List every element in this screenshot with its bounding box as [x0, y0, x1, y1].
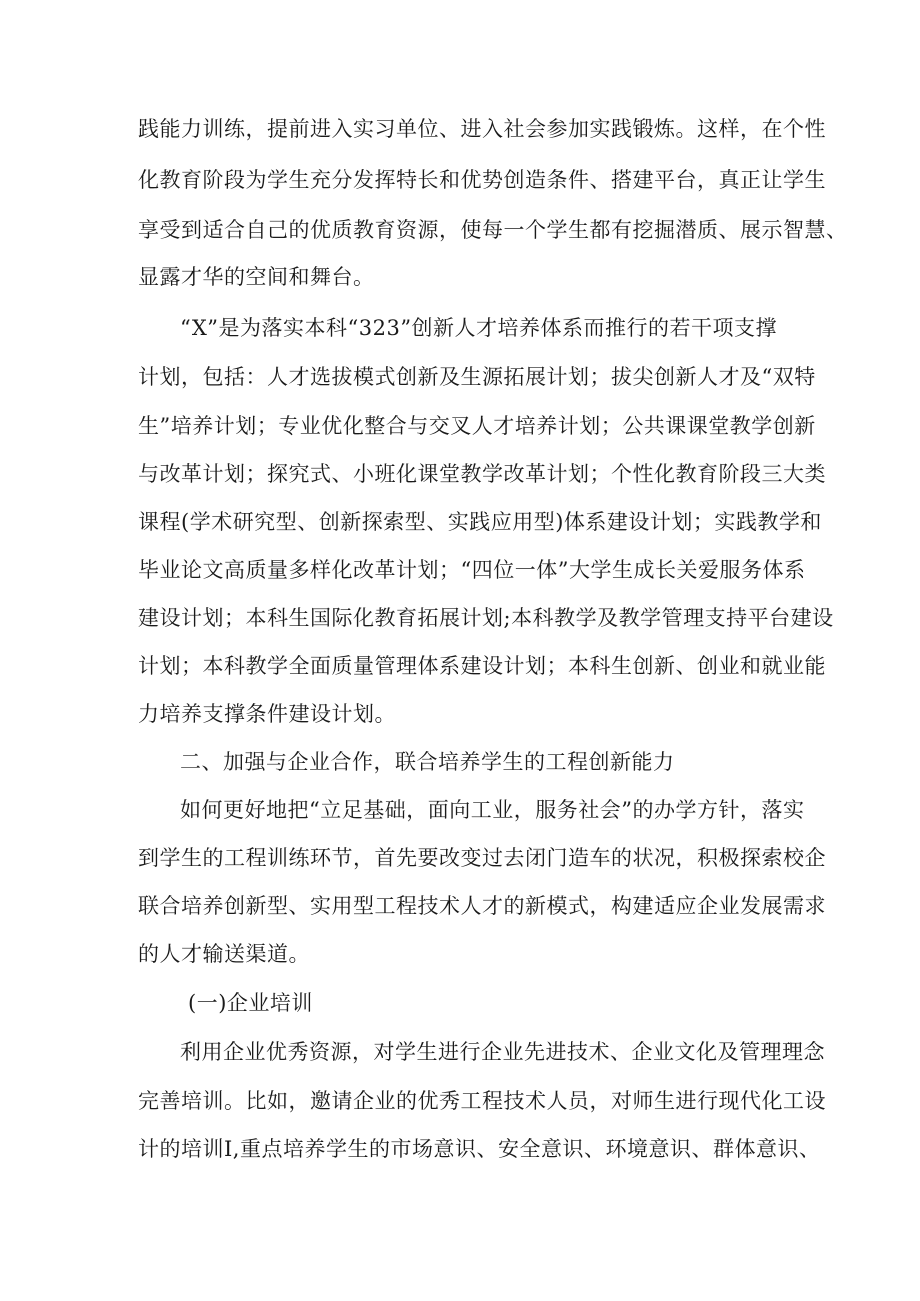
paragraph-line: “X”是为落实本科“323”创新人才培养体系而推行的若干项支撑: [180, 316, 778, 340]
paragraph-line: 计划；本科教学全面质量管理体系建设计划；本科生创新、创业和就业能: [138, 654, 826, 678]
subsection-heading: (一)企业培训: [188, 991, 313, 1015]
paragraph-line: 化教育阶段为学生充分发挥特长和优势创造条件、搭建平台，真正让学生: [138, 168, 826, 192]
paragraph-line: 到学生的工程训练环节，首先要改变过去闭门造车的状况，积极探索校企: [138, 846, 826, 870]
paragraph-line: 联合培养创新型、实用型工程技术人才的新模式，构建适应企业发展需求: [138, 894, 826, 918]
section-heading: 二、加强与企业合作，联合培养学生的工程创新能力: [180, 750, 675, 774]
paragraph-line: 计划，包括：人才选拔模式创新及生源拓展计划；拔尖创新人才及“双特: [138, 365, 816, 389]
paragraph-line: 的人才输送渠道。: [138, 942, 310, 966]
paragraph-line: 与改革计划；探究式、小班化课堂教学改革计划；个性化教育阶段三大类: [138, 462, 826, 486]
paragraph-line: 如何更好地把“立足基础，面向工业，服务社会”的办学方针，落实: [180, 798, 805, 822]
paragraph-line: 利用企业优秀资源，对学生进行企业先进技术、企业文化及管理理念: [180, 1040, 825, 1064]
paragraph-line: 显露才华的空间和舞台。: [138, 265, 375, 289]
paragraph-line: 生”培养计划；专业优化整合与交叉人才培养计划；公共课课堂教学创新: [138, 414, 816, 438]
paragraph-line: 计的培训I,重点培养学生的市场意识、安全意识、环境意识、群体意识、: [138, 1137, 821, 1161]
paragraph-line: 完善培训。比如，邀请企业的优秀工程技术人员，对师生进行现代化工设: [138, 1089, 826, 1113]
paragraph-line: 课程(学术研究型、创新探索型、实践应用型)体系建设计划；实践教学和: [138, 510, 822, 534]
paragraph-line: 力培养支撑条件建设计划。: [138, 702, 396, 726]
paragraph-line: 建设计划；本科生国际化教育拓展计划;本科教学及教学管理支持平台建设: [138, 606, 834, 630]
paragraph-line: 享受到适合自己的优质教育资源，使每一个学生都有挖掘潜质、展示智慧、: [138, 218, 848, 242]
paragraph-line: 践能力训练，提前进入实习单位、进入社会参加实践锻炼。这样，在个性: [138, 117, 826, 141]
paragraph-line: 毕业论文高质量多样化改革计划；“四位一体”大学生成长关爱服务体系: [138, 558, 806, 582]
